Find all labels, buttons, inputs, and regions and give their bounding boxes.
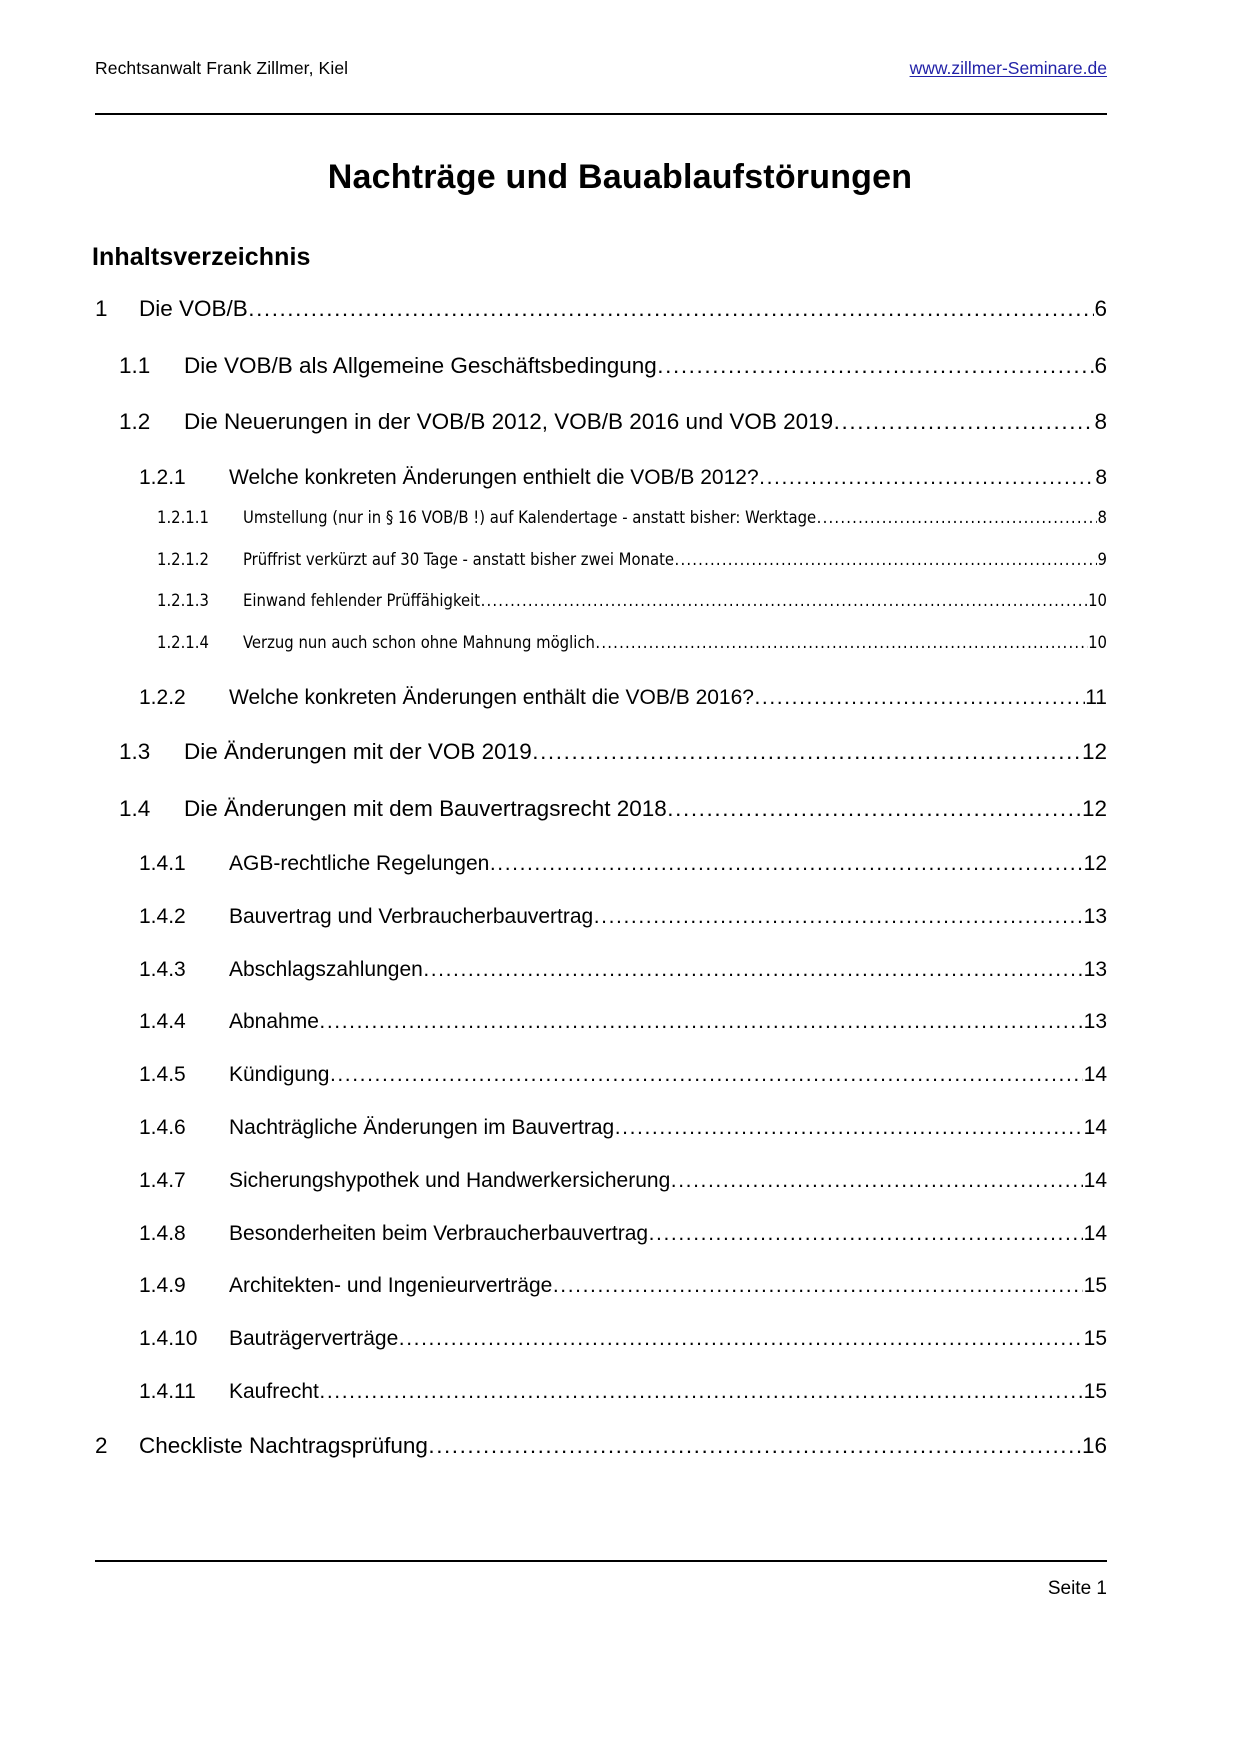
toc-entry-number: 1.2	[119, 409, 151, 435]
table-of-contents	[95, 296, 1107, 1489]
toc-entry-number: 1.2.1.1	[157, 508, 209, 528]
toc-entry-page: 13	[1083, 904, 1107, 928]
toc-entry-title: Nachträgliche Änderungen im Bauvertrag	[229, 1115, 615, 1139]
toc-entry-title: Verzug nun auch schon ohne Mahnung möglich	[243, 632, 595, 652]
toc-entry-1-2-1-2[interactable]	[95, 550, 1107, 569]
toc-leader-dots	[649, 1222, 1084, 1247]
toc-entry-page: 15	[1083, 1274, 1107, 1298]
toc-entry-number: 1.1	[119, 352, 151, 378]
toc-entry-page: 12	[1083, 852, 1107, 876]
toc-leader-dots	[399, 1327, 1083, 1352]
toc-entry-title: Die VOB/B	[139, 296, 248, 321]
toc-entry-number: 1.4	[119, 795, 151, 821]
toc-entry-number: 1.2.1.4	[157, 632, 209, 652]
toc-entry-title: Besonderheiten beim Verbraucherbauvertrag	[229, 1221, 649, 1245]
footer-page-number: Seite 1	[1047, 1578, 1107, 1599]
toc-entry-number: 1.4.5	[139, 1063, 186, 1087]
toc-entry-number: 1.3	[119, 739, 151, 765]
toc-leader-dots	[754, 686, 1084, 711]
toc-entry-title: Umstellung (nur in § 16 VOB/B !) auf Kalendertage - anstatt bisher: Werktage	[243, 508, 817, 528]
toc-entry-number: 1.2.1.3	[157, 591, 209, 611]
toc-entry-number: 1.2.1	[139, 465, 186, 489]
toc-entry-title: Welche konkreten Änderungen enthält die VOB/B 2016?	[229, 686, 754, 710]
toc-entry-number: 1.4.4	[139, 1010, 186, 1034]
toc-entry-page: 10	[1088, 632, 1107, 652]
toc-entry-number: 1.2.2	[139, 686, 186, 710]
toc-entry-page: 12	[1081, 795, 1107, 821]
toc-entry-page: 10	[1088, 591, 1107, 611]
toc-entry-page: 15	[1083, 1379, 1107, 1403]
toc-entry-1-4-11[interactable]	[95, 1380, 1107, 1405]
toc-entry-number: 1.4.1	[139, 852, 186, 876]
toc-entry-page: 6	[1094, 352, 1107, 378]
toc-entry-1-4-1[interactable]	[95, 852, 1107, 877]
toc-entry-page: 14	[1083, 1221, 1107, 1245]
toc-entry-1-2-1-4[interactable]	[95, 633, 1107, 652]
toc-entry-title: Prüffrist verkürzt auf 30 Tage - anstatt bisher zwei Monate	[243, 549, 675, 569]
toc-leader-dots	[532, 739, 1081, 766]
toc-entry-1-4-5[interactable]	[95, 1063, 1107, 1088]
toc-entry-1-1[interactable]	[95, 353, 1107, 380]
toc-entry-title: Bauträgerverträge	[229, 1327, 399, 1351]
page-title: Nachträge und Bauablaufstörungen	[327, 157, 913, 196]
toc-entry-page: 9	[1097, 549, 1107, 569]
toc-entry-title: Die Änderungen mit dem Bauvertragsrecht 2018	[184, 795, 667, 821]
toc-leader-dots	[615, 1116, 1083, 1141]
toc-entry-page: 12	[1081, 739, 1107, 765]
toc-entry-title: Abschlagszahlungen	[229, 957, 423, 981]
toc-entry-1-4-4[interactable]	[95, 1010, 1107, 1035]
toc-entry-title: Die Neuerungen in der VOB/B 2012, VOB/B 2016 und VOB 2019	[184, 409, 834, 435]
toc-entry-title: Die Änderungen mit der VOB 2019	[184, 739, 532, 765]
toc-entry-number: 1.4.10	[139, 1327, 198, 1351]
toc-entry-number: 1.4.2	[139, 904, 186, 928]
toc-entry-title: Checkliste Nachtragsprüfung	[139, 1432, 428, 1458]
toc-entry-number: 1.4.6	[139, 1115, 186, 1139]
toc-entry-number: 1	[95, 296, 108, 321]
toc-entry-number: 1.4.3	[139, 957, 186, 981]
toc-entry-page: 13	[1083, 1010, 1107, 1034]
footer-divider	[95, 1560, 1107, 1562]
toc-entry-title: Welche konkreten Änderungen enthielt die VOB/B 2012?	[229, 465, 759, 489]
toc-leader-dots	[423, 958, 1083, 983]
toc-leader-dots	[671, 1169, 1083, 1194]
toc-leader-dots	[319, 1380, 1083, 1405]
toc-entry-page: 8	[1095, 465, 1107, 489]
page-header	[95, 58, 1107, 79]
toc-entry-1-3[interactable]	[95, 739, 1107, 766]
toc-entry-page: 14	[1083, 1063, 1107, 1087]
toc-entry-1-4[interactable]	[95, 796, 1107, 823]
toc-leader-dots	[657, 353, 1094, 380]
toc-entry-1-4-10[interactable]	[95, 1327, 1107, 1352]
toc-leader-dots	[428, 1433, 1081, 1460]
toc-entry-title: Abnahme	[229, 1010, 319, 1034]
toc-leader-dots	[330, 1063, 1083, 1088]
toc-entry-1-4-8[interactable]	[95, 1222, 1107, 1247]
toc-entry-title: Sicherungshypothek und Handwerkersicherung	[229, 1168, 671, 1192]
toc-entry-title: Einwand fehlender Prüffähigkeit	[243, 591, 481, 611]
toc-entry-page: 13	[1083, 957, 1107, 981]
toc-leader-dots	[490, 852, 1083, 877]
toc-entry-number: 2	[95, 1432, 108, 1458]
toc-leader-dots	[248, 296, 1094, 323]
toc-entry-1-4-3[interactable]	[95, 958, 1107, 983]
toc-leader-dots	[817, 508, 1097, 527]
toc-leader-dots	[595, 633, 1087, 652]
toc-entry-1[interactable]	[95, 296, 1107, 323]
toc-entry-page: 14	[1083, 1168, 1107, 1192]
toc-leader-dots	[667, 796, 1081, 823]
toc-entry-1-2-1-3[interactable]	[95, 591, 1107, 610]
header-divider	[95, 113, 1107, 115]
toc-entry-title: Die VOB/B als Allgemeine Geschäftsbedingung	[184, 352, 657, 378]
toc-entry-title: AGB-rechtliche Regelungen	[229, 852, 490, 876]
header-author: Rechtsanwalt Frank Zillmer, Kiel	[95, 58, 349, 78]
toc-leader-dots	[834, 409, 1094, 436]
toc-entry-1-4-9[interactable]	[95, 1274, 1107, 1299]
toc-entry-number: 1.4.11	[139, 1379, 196, 1403]
toc-entry-number: 1.2.1.2	[157, 549, 209, 569]
toc-leader-dots	[594, 905, 1083, 930]
toc-entry-1-4-2[interactable]	[95, 905, 1107, 930]
toc-entry-page: 15	[1083, 1327, 1107, 1351]
toc-entry-title: Bauvertrag und Verbraucherbauvertrag	[229, 904, 594, 928]
toc-entry-1-2-2[interactable]	[95, 686, 1107, 711]
toc-leader-dots	[319, 1010, 1083, 1035]
toc-entry-page: 8	[1097, 508, 1107, 528]
toc-leader-dots	[759, 466, 1095, 491]
toc-entry-page: 14	[1083, 1115, 1107, 1139]
toc-entry-1-2-1-1[interactable]	[95, 508, 1107, 527]
toc-entry-number: 1.4.8	[139, 1221, 186, 1245]
toc-entry-1-4-6[interactable]	[95, 1116, 1107, 1141]
toc-leader-dots	[553, 1274, 1083, 1299]
toc-entry-1-2[interactable]	[95, 409, 1107, 436]
toc-entry-2[interactable]	[95, 1433, 1107, 1460]
toc-entry-number: 1.4.7	[139, 1168, 186, 1192]
toc-entry-1-4-7[interactable]	[95, 1169, 1107, 1194]
header-website-link[interactable]: www.zillmer-Seminare.de	[909, 58, 1107, 78]
toc-entry-title: Architekten- und Ingenieurverträge	[229, 1274, 553, 1298]
toc-entry-title: Kündigung	[229, 1063, 330, 1087]
toc-entry-page: 16	[1081, 1432, 1107, 1458]
toc-entry-page: 11	[1085, 686, 1107, 710]
toc-entry-number: 1.4.9	[139, 1274, 186, 1298]
toc-entry-1-2-1[interactable]	[95, 466, 1107, 491]
toc-leader-dots	[675, 550, 1098, 569]
toc-leader-dots	[481, 591, 1088, 610]
toc-entry-page: 8	[1094, 409, 1107, 435]
toc-entry-page: 6	[1094, 296, 1107, 321]
toc-entry-title: Kaufrecht	[229, 1379, 319, 1403]
toc-heading: Inhaltsverzeichnis	[92, 242, 311, 271]
